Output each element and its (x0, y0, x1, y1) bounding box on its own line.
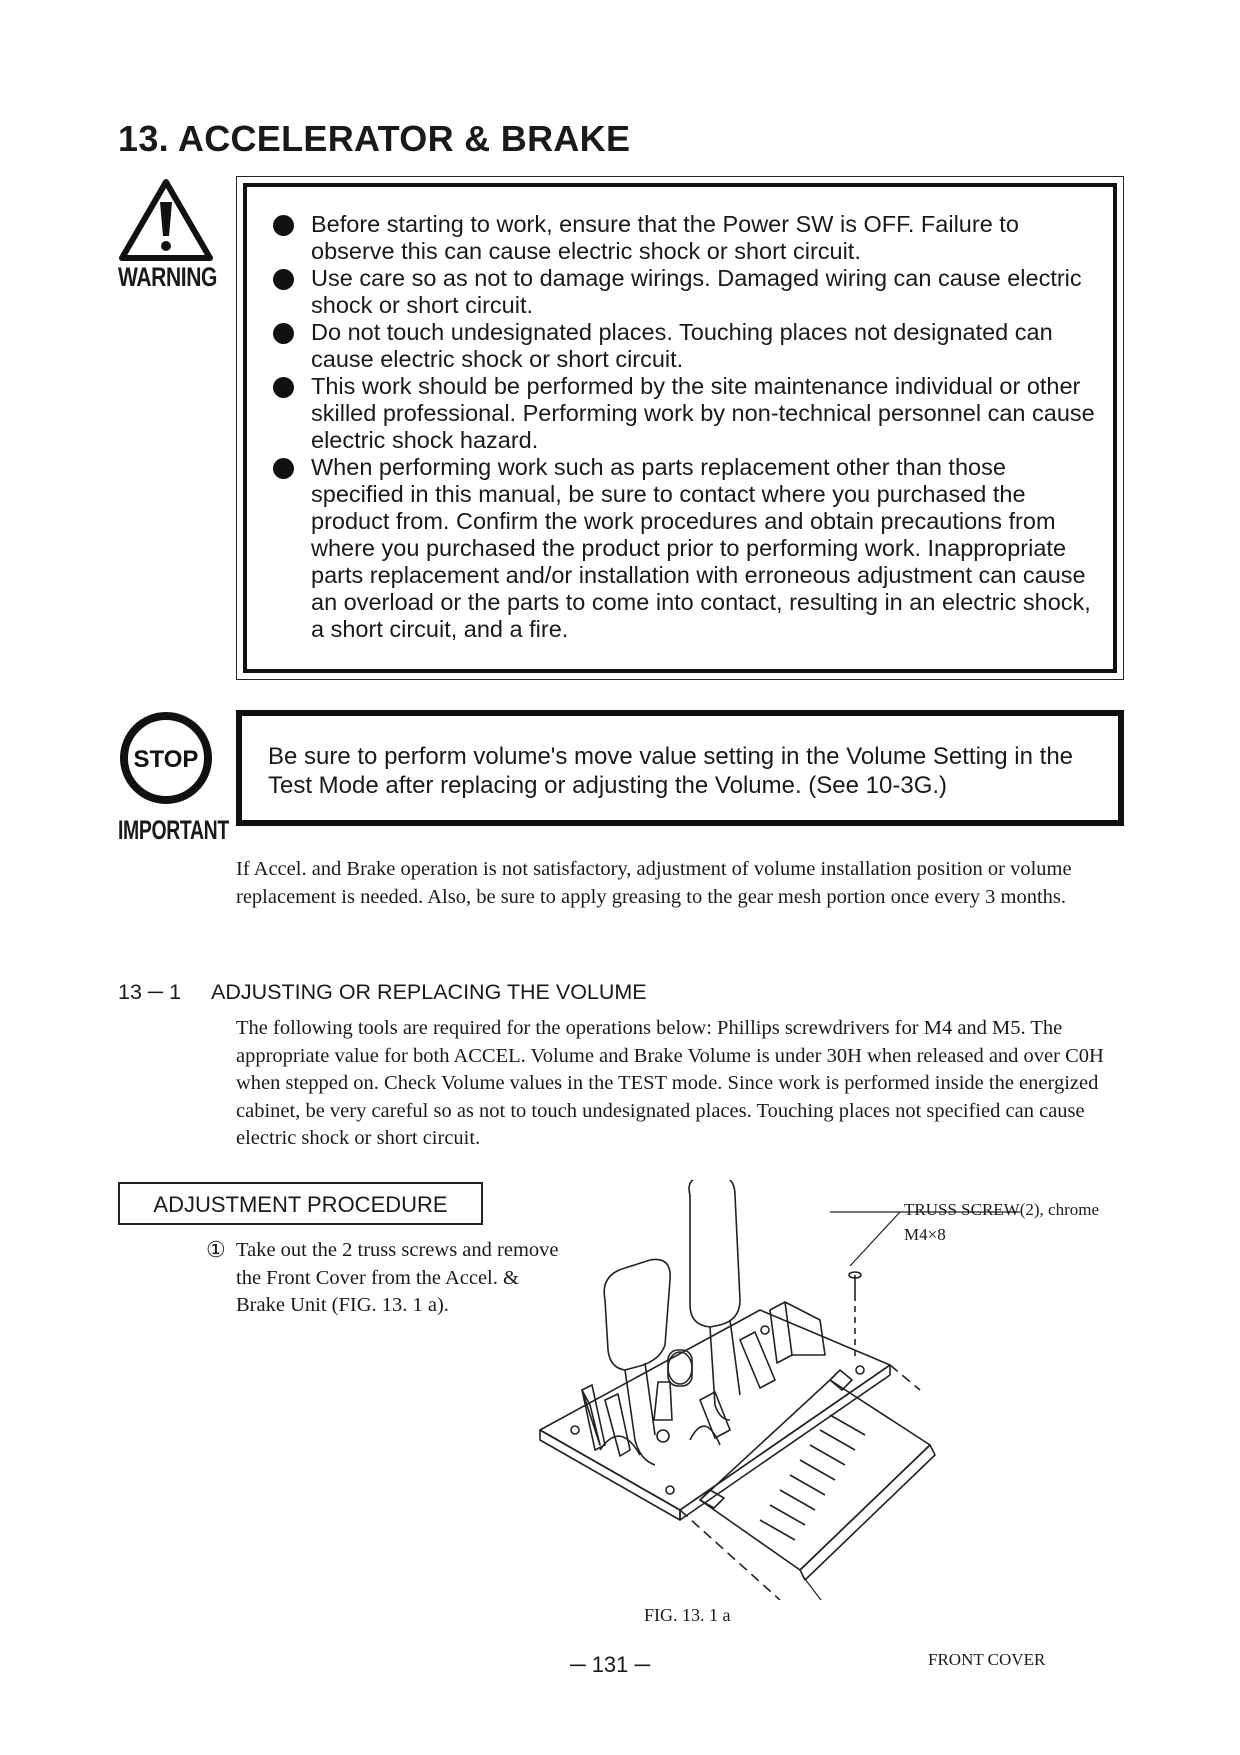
warning-item: Do not touch undesignated places. Touching places not designated can cause electric shock or short circuit. (271, 319, 1099, 373)
step-number: ① (206, 1237, 226, 1262)
warning-triangle-icon (118, 178, 214, 262)
bullet-icon (273, 458, 294, 479)
warning-label: WARNING (118, 262, 218, 292)
important-text: Be sure to perform volume's move value setting in the Volume Setting in the Test Mode after replacing or adjusting the Volume. (See 10-3G.) (268, 743, 1074, 799)
accel-pedal (689, 1180, 740, 1327)
procedure-heading-box (118, 1182, 483, 1225)
warning-item: This work should be performed by the site maintenance individual or other skilled professional. Performing work by non-technical personnel can cause electric shock hazard. (271, 373, 1099, 454)
procedure-heading: ADJUSTMENT PROCEDURE (153, 1192, 448, 1217)
warning-list (271, 211, 1099, 643)
warning-item: When performing work such as parts replacement other than those specified in this manual, be sure to contact where you purchased the product from. Confirm the work procedures and obtain precautions from where you purchased the product prior to performing work. Inappropriate parts replacement and/or installation with erroneous adjustment can cause an overload or the parts to come into contact, resulting in an electric shock, a short circuit, and a fire. (271, 454, 1099, 643)
section-body: The following tools are required for the operations below: Phillips screwdrivers for M4 and M5. The appropriate value for both ACCEL. Volume and Brake Volume is under 30H when released and over C0H when stepped on. Check Volume values in the TEST mode. Since work is performed inside the energized cabinet, be very careful so as not to touch undesignated places. Touching places not specified can cause electric shock or short circuit. (236, 1017, 1104, 1149)
truss-screw-size: M4×8 (904, 1225, 946, 1244)
important-box (236, 710, 1124, 826)
accel-brake-unit-diagram (530, 1180, 1140, 1600)
page-title: 13. ACCELERATOR & BRAKE (118, 118, 631, 159)
intro-paragraph: If Accel. and Brake operation is not satisfactory, adjustment of volume installation position or volume replacement is needed. Also, be sure to apply greasing to the gear mesh portion once every 3 months. (236, 858, 1072, 908)
stop-text: STOP (133, 746, 199, 773)
figure-caption: FIG. 13. 1 a (644, 1605, 731, 1625)
base-plate (540, 1310, 890, 1510)
bullet-icon (273, 215, 294, 236)
bullet-icon (273, 269, 294, 290)
truss-screw-label: TRUSS SCREW(2), chrome (904, 1200, 1100, 1219)
page-number: ─ 131 ─ (570, 1652, 651, 1677)
warning-box (236, 176, 1124, 680)
warning-item: Use care so as not to damage wirings. Damaged wiring can cause electric shock or short circuit. (271, 265, 1099, 319)
brake-pedal (604, 1259, 670, 1370)
warning-item: Before starting to work, ensure that the Power SW is OFF. Failure to observe this can cause electric shock or short circuit. (271, 211, 1099, 265)
front-cover-label: FRONT COVER (928, 1650, 1046, 1669)
bullet-icon (273, 323, 294, 344)
front-cover (700, 1380, 930, 1570)
step-text: Take out the 2 truss screws and remove the Front Cover from the Accel. & Brake Unit (FIG. 13. 1 a). (236, 1239, 559, 1316)
section-title: ADJUSTING OR REPLACING THE VOLUME (211, 980, 647, 1004)
stop-sign-icon (118, 710, 214, 806)
section-number: 13 ─ 1 (118, 980, 182, 1004)
important-label: IMPORTANT (118, 815, 229, 845)
bullet-icon (273, 377, 294, 398)
